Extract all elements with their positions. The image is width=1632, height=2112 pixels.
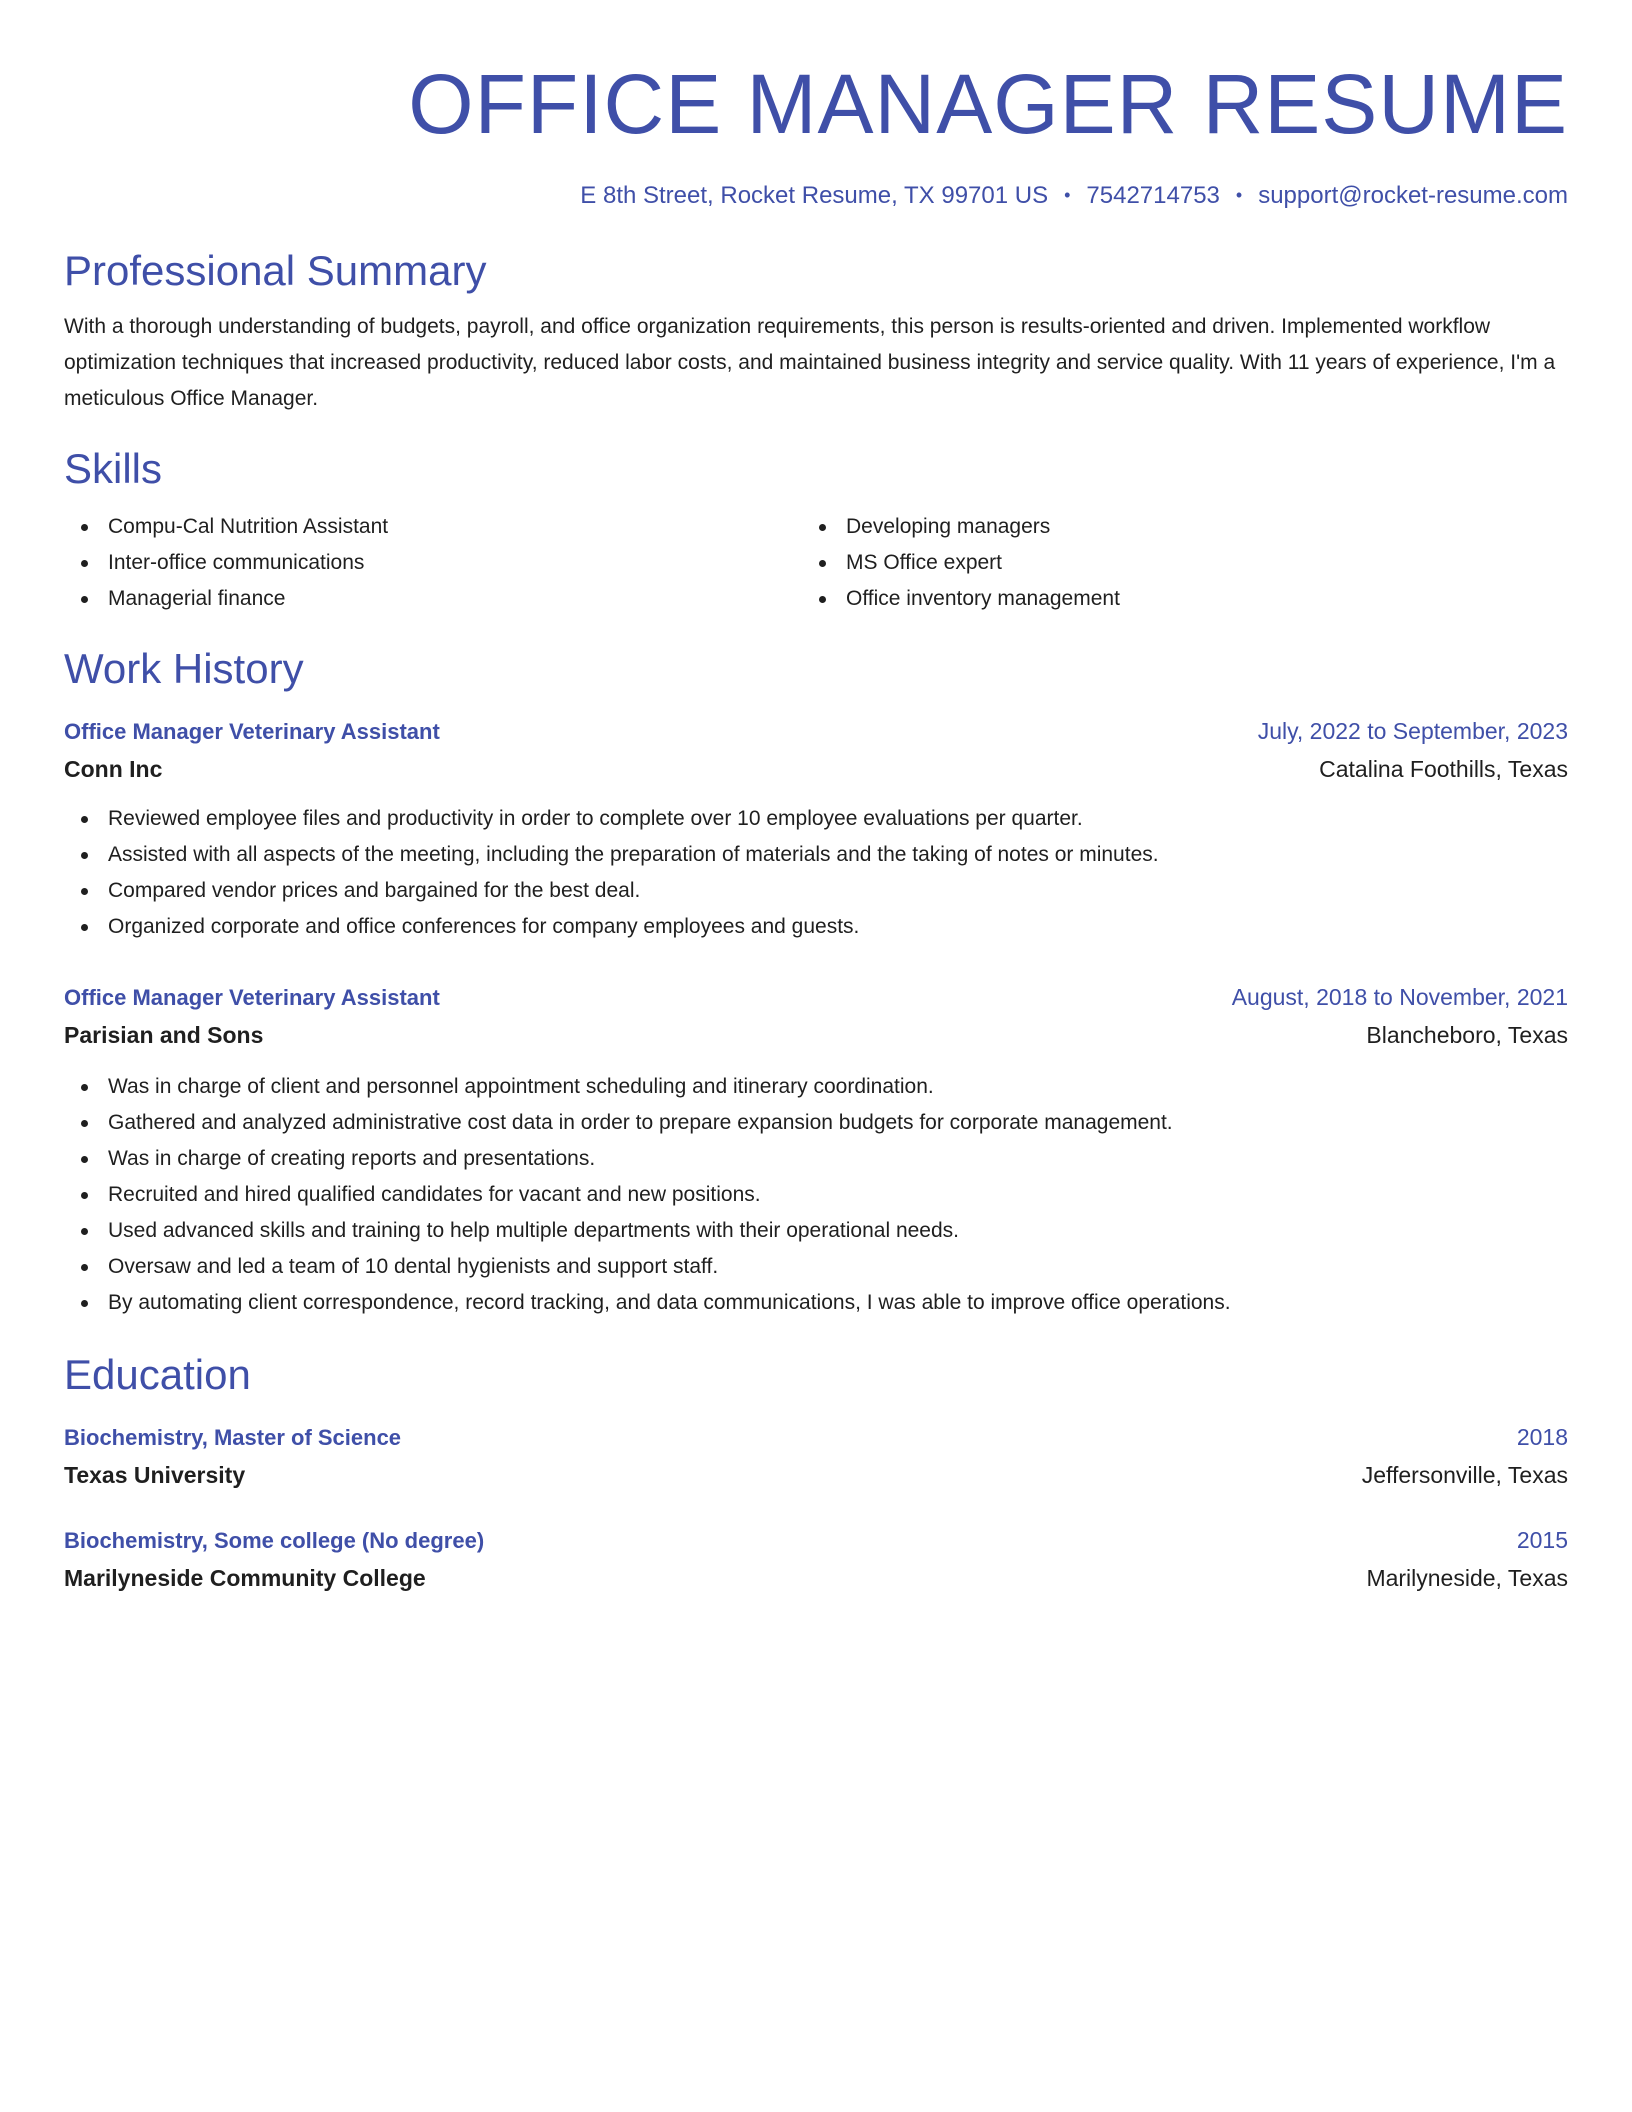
job-title: Office Manager Veterinary Assistant <box>64 719 440 744</box>
education-heading: Education <box>64 1351 251 1398</box>
contact-separator: • <box>1064 185 1071 205</box>
education-entry <box>64 1524 1568 1595</box>
skills-list <box>64 509 1568 617</box>
work-entry <box>64 981 1568 1321</box>
summary-text: With a thorough understanding of budgets, payroll, and office organization requirements, this person is results-oriented and driven. Implemented workflow optimization techniques that increased productivity, reduced labor costs, and maintained business integrity and service quality. With 11 years of experience, I'm a meticulous Office Manager. <box>64 315 1556 410</box>
school-name: Texas University <box>64 1462 246 1488</box>
job-bullet: Organized corporate and office conferences for company employees and guests. <box>64 909 1568 945</box>
skill-item: Office inventory management <box>802 581 1568 617</box>
job-bullet: Used advanced skills and training to help multiple departments with their operational needs. <box>64 1213 1568 1249</box>
job-dates: July, 2022 to September, 2023 <box>1257 718 1568 744</box>
resume-header <box>64 56 1568 213</box>
job-bullet: Oversaw and led a team of 10 dental hygienists and support staff. <box>64 1249 1568 1285</box>
work-entry-subheader <box>64 752 1568 786</box>
education-entry-header <box>64 1421 1568 1454</box>
skill-item: Compu-Cal Nutrition Assistant <box>64 509 802 545</box>
job-bullet: Recruited and hired qualified candidates for vacant and new positions. <box>64 1177 1568 1213</box>
education-entry-subheader <box>64 1561 1568 1595</box>
work-entry <box>64 715 1568 945</box>
graduation-year: 2018 <box>1516 1424 1568 1450</box>
job-bullet: Assisted with all aspects of the meeting, including the preparation of materials and the taking of notes or minutes. <box>64 837 1568 873</box>
skill-item: Managerial finance <box>64 581 802 617</box>
contact-email: support@rocket-resume.com <box>1258 182 1568 209</box>
work-entry-subheader <box>64 1018 1568 1052</box>
skills-heading: Skills <box>64 445 163 492</box>
school-location: Marilyneside, Texas <box>1366 1565 1568 1591</box>
skills-column-right <box>802 509 1568 617</box>
job-bullets <box>64 801 1568 945</box>
job-bullets <box>64 1069 1568 1321</box>
degree-name: Biochemistry, Some college (No degree) <box>64 1528 485 1553</box>
job-bullet: Compared vendor prices and bargained for the best deal. <box>64 873 1568 909</box>
degree-name: Biochemistry, Master of Science <box>64 1425 402 1450</box>
skill-item: MS Office expert <box>802 545 1568 581</box>
job-location: Blancheboro, Texas <box>1366 1022 1568 1048</box>
education-entry-header <box>64 1524 1568 1557</box>
contact-separator: • <box>1235 185 1243 205</box>
job-bullet: Was in charge of client and personnel appointment scheduling and itinerary coordination. <box>64 1069 1568 1105</box>
school-location: Jeffersonville, Texas <box>1361 1462 1568 1488</box>
job-bullet: Reviewed employee files and productivity in order to complete over 10 employee evaluations per quarter. <box>64 801 1568 837</box>
work-entry-header <box>64 715 1568 748</box>
education-entry <box>64 1421 1568 1492</box>
skill-item: Developing managers <box>802 509 1568 545</box>
job-location: Catalina Foothills, Texas <box>1319 756 1568 782</box>
skill-item: Inter-office communications <box>64 545 802 581</box>
contact-phone: 7542714753 <box>1086 182 1220 209</box>
work-entry-header <box>64 981 1568 1014</box>
resume-title: OFFICE MANAGER RESUME <box>408 57 1568 151</box>
job-bullet: Gathered and analyzed administrative cost data in order to prepare expansion budgets for corporate management. <box>64 1105 1568 1141</box>
summary-heading: Professional Summary <box>64 247 487 294</box>
contact-line <box>64 178 1568 213</box>
job-bullet: Was in charge of creating reports and presentations. <box>64 1141 1568 1177</box>
graduation-year: 2015 <box>1516 1527 1568 1553</box>
job-bullet: By automating client correspondence, record tracking, and data communications, I was able to improve office operations. <box>64 1285 1568 1321</box>
company-name: Parisian and Sons <box>64 1022 264 1048</box>
contact-address: E 8th Street, Rocket Resume, TX 99701 US <box>580 182 1049 209</box>
job-title: Office Manager Veterinary Assistant <box>64 985 440 1010</box>
school-name: Marilyneside Community College <box>64 1565 426 1591</box>
company-name: Conn Inc <box>64 756 163 782</box>
skills-column-left <box>64 509 802 617</box>
work-history-heading: Work History <box>64 645 304 692</box>
job-dates: August, 2018 to November, 2021 <box>1231 984 1568 1010</box>
education-entry-subheader <box>64 1458 1568 1492</box>
